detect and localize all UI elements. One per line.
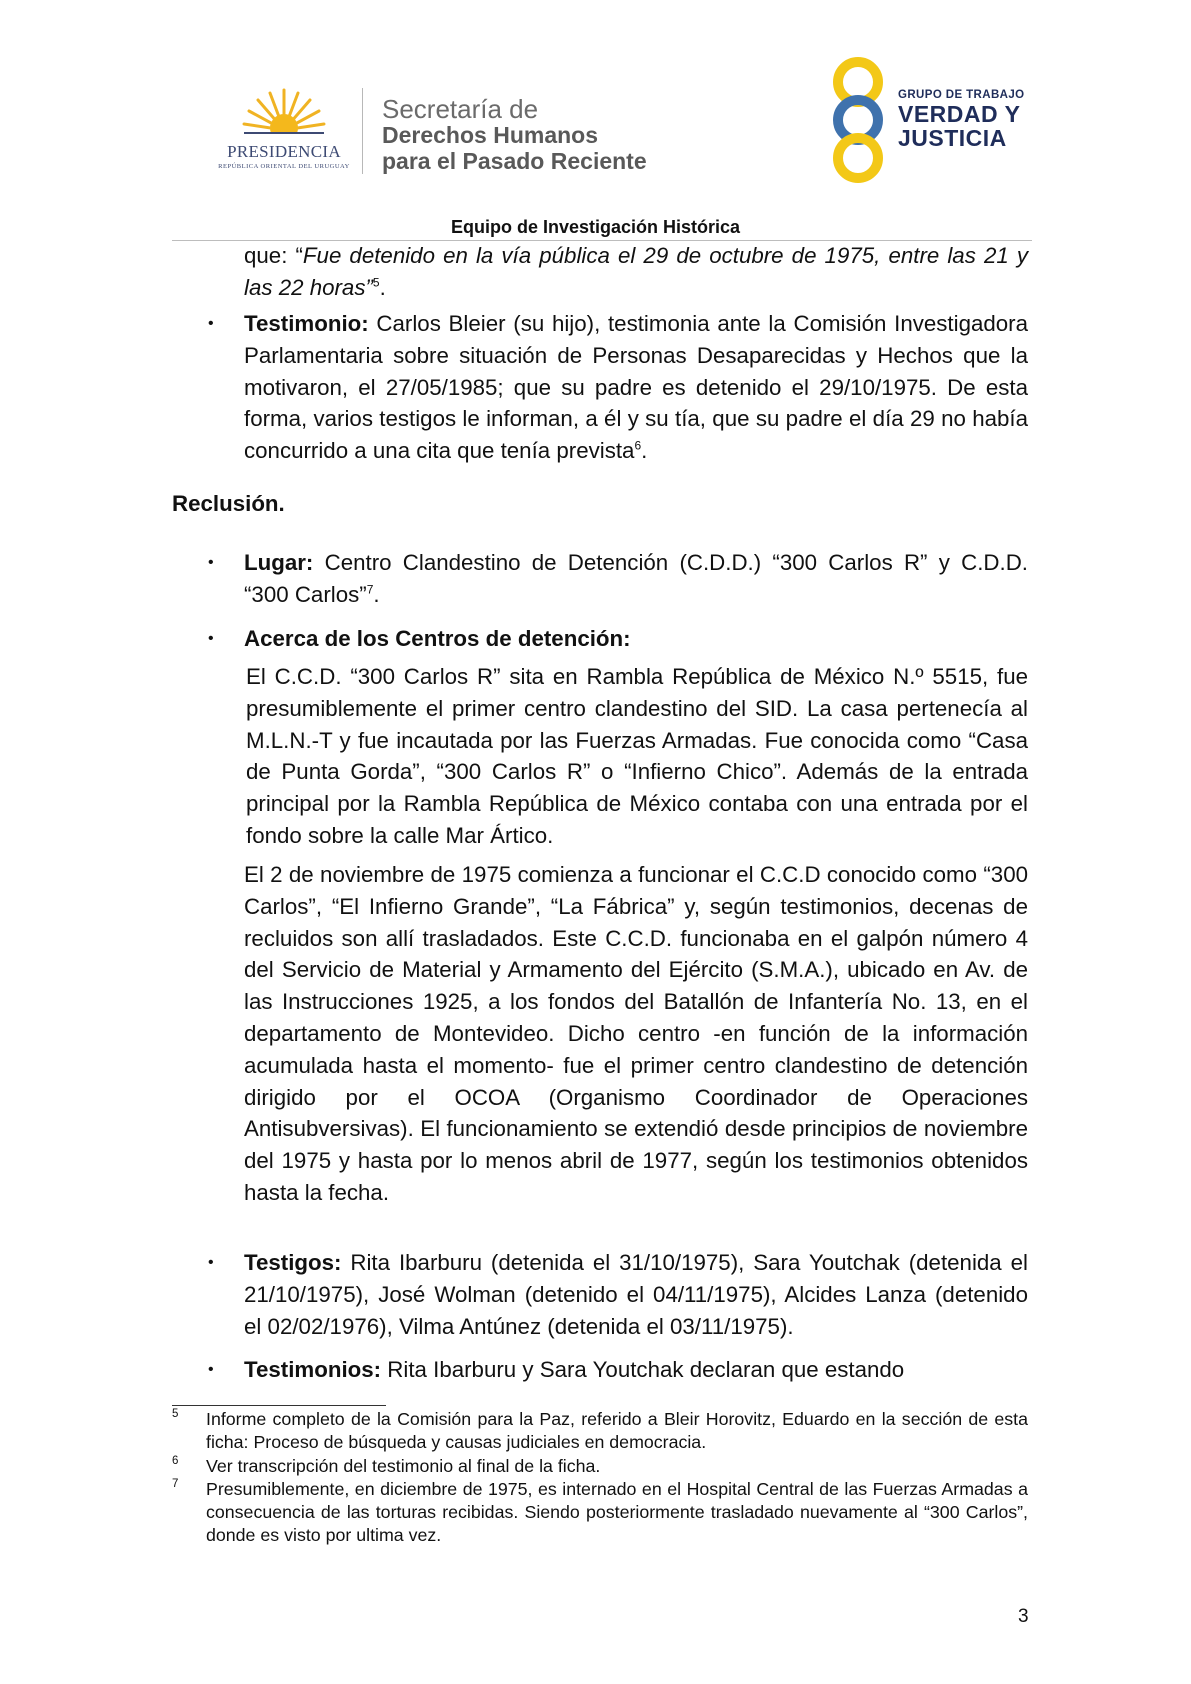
grupo-line-1: GRUPO DE TRABAJO (898, 89, 1025, 101)
presidencia-subtitle: REPÚBLICA ORIENTAL DEL URUGUAY (218, 163, 350, 170)
secretaria-line-2: Derechos Humanos (382, 122, 599, 148)
footnote-text: Ver transcripción del testimonio al final de la ficha. (206, 1456, 601, 1476)
footnote-ref-5[interactable]: 5 (372, 275, 380, 290)
footnote-rule (172, 1405, 386, 1406)
bullet-icon: • (208, 554, 214, 571)
testimonio-item (244, 308, 1028, 467)
grupo-line-3: JUSTICIA (898, 125, 1007, 151)
acerca-item (244, 623, 1028, 655)
secretaria-line-3: para el Pasado Reciente (382, 148, 647, 174)
presidencia-logo (210, 86, 358, 174)
cont-prefix: que: “ (244, 243, 303, 268)
footnote (172, 1478, 1028, 1547)
cont-end: . (379, 274, 386, 300)
footnote-number: 5 (172, 1408, 179, 1420)
testigos-text: Rita Ibarburu (detenida el 31/10/1975), Sara Youtchak (detenida el 21/10/1975), José Wolman (detenido el 04/11/1975), Alcides Lanza (detenido el 02/02/1976), Vilma Antúnez (detenida el 03/11/1975). (244, 1250, 1028, 1339)
testimonio-text: Carlos Bleier (su hijo), testimonia ante la Comisión Investigadora Parlamentaria sobre situación de Personas Desaparecidas y Hechos que la motivaron, el 27/05/1985; que su padre es detenido el 29/10/1975. De esta forma, varios testigos le informan, a él y su tía, que su padre el día 29 no había concurrido a una cita que tenía prevista (244, 311, 1028, 464)
footnote-text: Informe completo de la Comisión para la Paz, referido a Bleir Horovitz, Eduardo en la sección de esta ficha: Proceso de búsqueda y causas judiciales en democracia. (206, 1409, 1028, 1452)
logo-divider (362, 88, 363, 174)
bullet-icon: • (208, 315, 214, 332)
testimonios-text: Rita Ibarburu y Sara Youtchak declaran que estando (381, 1357, 905, 1382)
continued-paragraph (244, 240, 1028, 304)
reclusion-heading: Reclusión. (172, 491, 285, 516)
footnote-ref-7[interactable]: 7 (366, 582, 374, 597)
paragraph-300-carlos: El 2 de noviembre de 1975 comienza a funcionar el C.C.D conocido como “300 Carlos”, “El Infierno Grande”, “La Fábrica” y, según testimonios, decenas de recluidos son allí trasladados. Este C.C.D. funcionaba en el galpón número 4 del Servicio de Material y Armamento del Ejército (S.M.A.), ubicado en Av. de las Instrucciones 1925, a los fondos del Batallón de Infantería No. 13, en el departamento de Montevideo. Dicho centro -en función de la información acumulada hasta el momento- fue el primer centro clandestino de detención dirigido por el OCOA (Organismo Coordinador de Operaciones Antisubversivas). El funcionamiento se extendió desde principios de noviembre del 1975 y hasta por lo menos abril de 1977, según los testimonios obtenidos hasta la fecha. (244, 862, 1028, 1205)
footnote (172, 1455, 1028, 1478)
secretaria-line-1: Secretaría de (382, 94, 539, 124)
lugar-end: . (373, 581, 380, 607)
lugar-text: Centro Clandestino de Detención (C.D.D.) “300 Carlos R” y C.D.D. “300 Carlos” (244, 550, 1028, 607)
linked-rings-icon (823, 56, 893, 184)
acerca-label: Acerca de los Centros de detención: (244, 626, 631, 651)
grupo-line-2: VERDAD Y (898, 101, 1021, 127)
grupo-trabajo-logo (823, 56, 1033, 184)
testimonios-label: Testimonios: (244, 1357, 382, 1382)
footnote-text: Presumiblemente, en diciembre de 1975, es internado en el Hospital Central de las Fuerzas Armadas a consecuencia de las torturas recibidas. Siendo posteriormente trasladado nuevamente al “300 Carlos”, donde es visto por ultima vez. (206, 1479, 1028, 1545)
page-number: 3 (1018, 1606, 1029, 1627)
testigos-label: Testigos: (244, 1250, 342, 1275)
testimonios-item (244, 1354, 1028, 1386)
secretaria-logo (382, 96, 647, 174)
sun-icon (240, 86, 328, 142)
testimonio-label: Testimonio: (244, 311, 369, 336)
cont-quote: Fue detenido en la vía pública el 29 de octubre de 1975, entre las 21 y las 22 horas” (244, 243, 1028, 300)
footnote-ref-6[interactable]: 6 (634, 438, 642, 453)
footnote-number: 7 (172, 1478, 179, 1490)
lugar-label: Lugar: (244, 550, 314, 575)
lugar-item (244, 547, 1028, 611)
testimonio-end: . (641, 438, 648, 464)
equipo-header: Equipo de Investigación Histórica (450, 217, 741, 237)
bullet-icon: • (208, 630, 214, 647)
paragraph-300-carlos-r: El C.C.D. “300 Carlos R” sita en Rambla República de México N.º 5515, fue presumiblemente el primer centro clandestino del SID. La casa pertenecía al M.L.N.-T y fue incautada por las Fuerzas Armadas. Fue conocida como “Casa de Punta Gorda”, “300 Carlos R” o “Infierno Chico”. Además de la entrada principal por la Rambla República de México contaba con una entrada por el fondo sobre la calle Mar Ártico. (246, 664, 1028, 848)
footnote-number: 6 (172, 1455, 179, 1467)
bullet-icon: • (208, 1361, 214, 1378)
footnote (172, 1408, 1028, 1454)
presidencia-name: PRESIDENCIA (227, 142, 341, 161)
bullet-icon: • (208, 1254, 214, 1271)
testigos-item (244, 1247, 1028, 1342)
